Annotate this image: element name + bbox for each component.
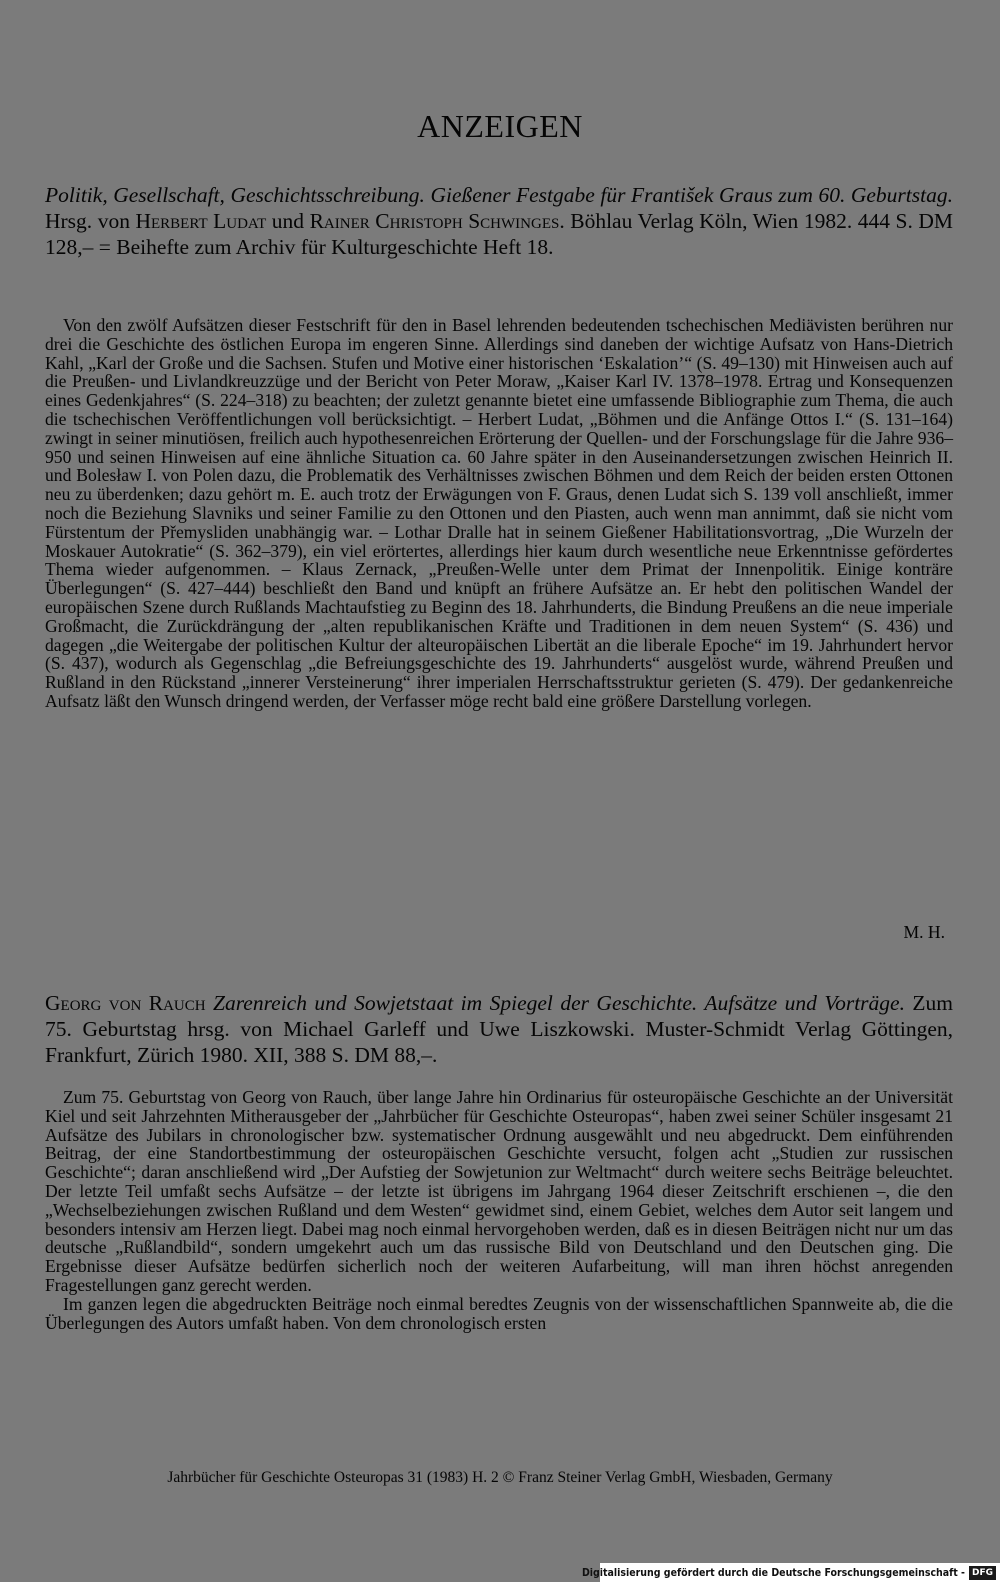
review1-publisher: . Böhlau Verlag Köln, Wien 1982. 444 S. DM 128,– = Beihefte zum Archiv für Kulturgeschichte Heft 18. <box>45 209 954 259</box>
journal-footer: Jahrbücher für Geschichte Osteuropas 31 (1983) H. 2 © Franz Steiner Verlag GmbH, Wiesbaden, Germany <box>167 1469 833 1486</box>
review1-citation <box>45 182 953 260</box>
review1-paragraph: Von den zwölf Aufsätzen dieser Festschrift für den in Basel lehrenden bedeutenden tschechischen Mediävisten berühren nur drei die Geschichte des östlichen Europa im engeren Sinne. Allerdings sind daneben der wichtige Aufsatz von Hans-Dietrich Kahl, „Karl der Große und die Sachsen. Stufen und Motive einer historischen ‘Eskalation’“ (S. 49–130) mit Hinweisen auch auf die Preußen- und Livlandkreuzzüge und der Bericht von Peter Moraw, „Kaiser Karl IV. 1378–1978. Ertrag und Konsequenzen eines Gedenkjahres“ (S. 224–318) zu beachten; der zuletzt genannte bietet eine umfassende Bibliographie zum Thema, die auch die tschechischen Veröffentlichungen voll berücksichtigt. – Herbert Ludat, „Böhmen und die Anfänge Ottos I.“ (S. 131–164) zwingt in seiner minutiösen, freilich auch hypothesenreichen Erörterung der Quellen- und der Forschungslage für die Jahre 936–950 und seinen Hinweisen auf eine ähnliche Situation ca. 60 Jahre später in den Auseinandersetzungen zwischen Heinrich II. und Bolesław I. von Polen dazu, die Problematik des Verhältnisses zwischen Böhmen und dem Reich der beiden ersten Ottonen neu zu überdenken; dazu gehört m. E. auch trotz der Erwägungen von F. Graus, denen Ludat sich S. 139 voll anschließt, immer noch die Beziehung Slavniks und seiner Familie zu den Ottonen und den Piasten, auch wenn man annimmt, daß sie nicht vom Fürstentum der Přemysliden unabhängig war. – Lothar Dralle hat in seinem Gießener Habilitationsvortrag, „Die Wurzeln der Moskauer Autokratie“ (S. 362–379), ein viel erörtertes, allerdings hier kaum durch wesentliche neue Erkenntnisse gefördertes Thema wieder aufgenommen. – Klaus Zernack, „Preußen-Welle unter dem Primat der Innenpolitik. Einige konträre Überlegungen“ (S. 427–444) beschließt den Band und knüpft an frühere Aufsätze an. Er hebt den politischen Wandel der europäischen Szene durch Rußlands Machtaufstieg zu Beginn des 18. Jahrhunderts, die Bindung Preußens an die neue imperiale Großmacht, die Zurückdrängung der „alten republikanischen Kräfte und Traditionen in dem neuen System“ (S. 436) und dagegen „die Weitergabe der politischen Kultur der alteuropäischen Libertät an die liberale Epoche“ im 19. Jahrhundert hervor (S. 437), wodurch als Gegenschlag „die Befreiungsgeschichte des 19. Jahrhunderts“ ausgelöst wurde, während Preußen und Rußland in den Rückstand „innerer Versteinerung“ ihrer imperialen Herrschaftsstruktur gerieten (S. 479). Der gedankenreiche Aufsatz läßt den Wunsch dringend werden, der Verfasser möge recht bald eine größere Darstellung vorlegen. <box>45 315 953 711</box>
review1-hrsg: Hrsg. von <box>45 209 136 233</box>
review1-initials: M. H. <box>903 922 945 942</box>
review2-body <box>45 1088 953 1332</box>
review2-title: Zarenreich und Sowjetstaat im Spiegel der Geschichte. Aufsätze und Vorträge. <box>205 991 905 1015</box>
review1-and: und <box>266 209 310 233</box>
review1-title: Politik, Gesellschaft, Geschichtsschreibung. Gießener Festgabe für František Graus zum 60. Geburtstag. <box>45 183 953 207</box>
dfg-logo-icon: DFG <box>969 1566 996 1580</box>
review1-body <box>45 316 953 711</box>
review2-author: Georg von Rauch <box>45 991 206 1015</box>
review2-publisher: Zum 75. Geburtstag hrsg. von Michael Garleff und Uwe Liszkowski. Muster-Schmidt Verlag Göttingen, Frankfurt, Zürich 1980. XII, 388 S. DM 88,–. <box>45 991 953 1067</box>
credit-text: Digitalisierung gefördert durch die Deutsche Forschungsgemeinschaft - <box>581 1566 965 1579</box>
review2-paragraph-2: Im ganzen legen die abgedruckten Beiträge noch einmal beredtes Zeugnis von der wissenschaftlichen Spannweite ab, die die Überlegungen des Autors umfaßt haben. Von dem chronologisch ersten <box>45 1293 953 1333</box>
review2-citation <box>45 990 953 1068</box>
page-heading: ANZEIGEN <box>417 108 583 144</box>
digitization-credit <box>581 1563 1000 1582</box>
review1-editor1: Herbert Ludat <box>135 209 267 233</box>
review1-editor2: Rainer Christoph Schwinges <box>309 209 560 233</box>
review2-paragraph-1: Zum 75. Geburtstag von Georg von Rauch, über lange Jahre hin Ordinarius für osteuropäische Geschichte an der Universität Kiel und seit Jahrzehnten Mitherausgeber der „Jahrbücher für Geschichte Osteuropas“, haben zwei seiner Schüler insgesamt 21 Aufsätze des Jubilars in chronologischer bzw. systematischer Ordnung ausgewählt und neu abgedruckt. Dem einführenden Beitrag, der eine Standortbestimmung der osteuropäischen Geschichte versucht, folgen acht „Studien zur russischen Geschichte“; daran anschließend wird „Der Aufstieg der Sowjetunion zur Weltmacht“ durch weitere sechs Beiträge beleuchtet. Der letzte Teil umfaßt sechs Aufsätze – der letzte ist übrigens im Jahrgang 1964 dieser Zeitschrift erschienen –, die den „Wechselbeziehungen zwischen Rußland und dem Westen“ gewidmet sind, einem Gebiet, welches dem Autor seit langem und besonders intensiv am Herzen liegt. Dabei mag noch einmal hervorgehoben werden, daß es in diesen Beiträgen nicht nur um das deutsche „Rußlandbild“, sondern umgekehrt auch um das russische Bild von Deutschland und den Deutschen ging. Die Ergebnisse dieser Aufsätze bedürfen sicherlich noch der weiteren Aufarbeitung, will man ihren höchst anregenden Fragestellungen ganz gerecht werden. <box>45 1087 953 1295</box>
